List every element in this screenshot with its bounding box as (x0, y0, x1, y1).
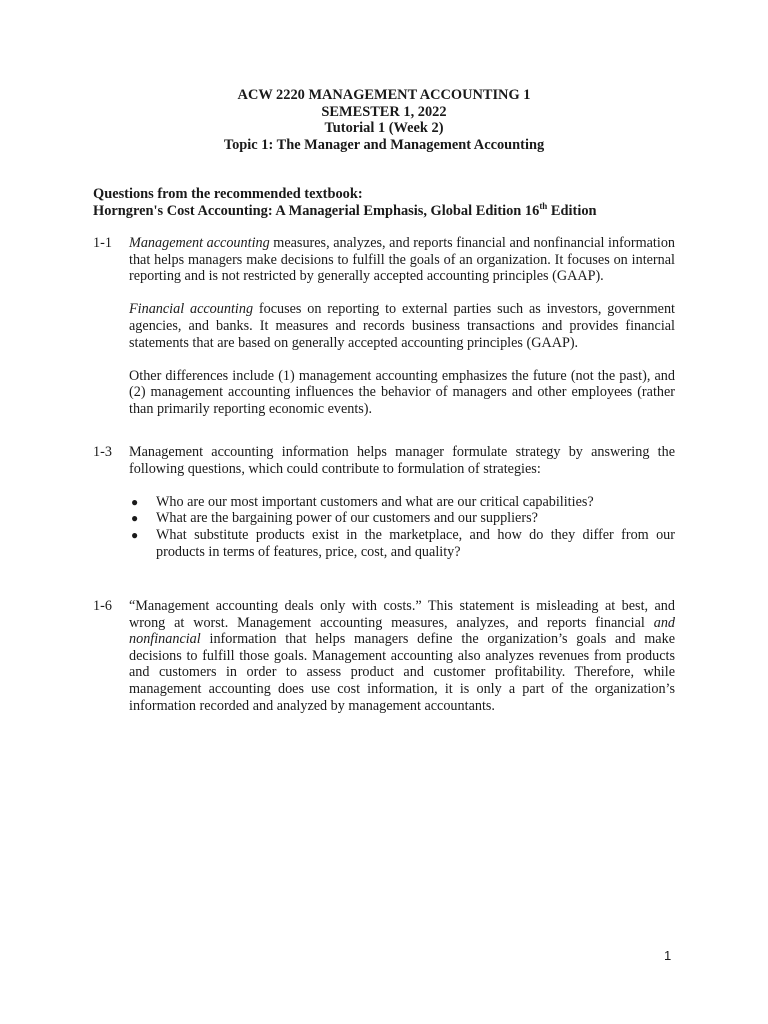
answer-body (129, 598, 675, 714)
question-number: 1-3 (93, 444, 112, 460)
italic-phrase: and nonfinancial (129, 614, 675, 648)
answer-paragraph (129, 598, 675, 714)
semester-line: SEMESTER 1, 2022 (321, 103, 447, 120)
page-number: 1 (664, 948, 672, 963)
list-item-text: What substitute products exist in the marketplace, and how do they differ from our products in terms of features, price, cost, and quality? (156, 526, 675, 560)
document-header (0, 87, 768, 153)
tutorial-line: Tutorial 1 (Week 2) (324, 120, 444, 137)
paragraph-text: focuses on reporting to external parties such as investors, government agencies, and banks. It measures and records business transactions and provides financial statements that are based on generally accepted accounting principles (GAAP). (129, 301, 675, 351)
answer-paragraph (129, 301, 675, 351)
answer-body (129, 235, 675, 418)
bullet-icon: ● (131, 511, 139, 526)
answer-paragraph: Management accounting information helps manager formulate strategy by answering the following questions, which could contribute to formulation of strategies: (129, 444, 675, 477)
question-number: 1-6 (93, 598, 112, 614)
textbook-reference (93, 186, 683, 220)
paragraph-text: information that helps managers define the organization’s goals and make decisions to fulfill those goals. Management accounting also analyzes revenues from products and customers in order to assess product and customer profitability. Therefore, while management accounting does use cost information, it is only a part of the organization’s information recorded and analyzed by management accountants. (129, 631, 675, 714)
list-item (129, 494, 675, 511)
textbook-title-suffix: Edition (547, 203, 597, 219)
list-item (129, 527, 675, 560)
bullet-list (129, 494, 675, 560)
course-title: ACW 2220 MANAGEMENT ACCOUNTING 1 (237, 87, 531, 103)
textbook-title (93, 203, 683, 220)
list-item (129, 510, 675, 527)
italic-term: Management accounting (129, 235, 270, 251)
edition-superscript: th (539, 201, 548, 212)
textbook-title-main: Horngren's Cost Accounting: A Managerial Emphasis, Global Edition 16 (93, 203, 540, 219)
bullet-icon: ● (131, 527, 139, 542)
list-item-text: What are the bargaining power of our customers and our suppliers? (156, 510, 538, 527)
bullet-icon: ● (131, 494, 139, 509)
answer-body (129, 444, 675, 560)
paragraph-text: measures, analyzes, and reports financial and nonfinancial information that helps managers make decisions to fulfill the goals of an organization. It focuses on internal reporting and is not restricted by generally accepted accounting principles (GAAP). (129, 235, 676, 285)
paragraph-text: “Management accounting deals only with costs.” This statement is misleading at best, and wrong at worst. Management accounting measures, analyzes, and reports financial (129, 598, 675, 631)
topic-line: Topic 1: The Manager and Management Accounting (223, 136, 545, 153)
question-number: 1-1 (93, 235, 112, 251)
answer-paragraph (129, 368, 675, 418)
answer-paragraph (129, 235, 675, 285)
list-item-text: Who are our most important customers and what are our critical capabilities? (156, 493, 594, 510)
paragraph-text: Other differences include (1) management accounting emphasizes the future (not the past), and (2) management accounting influences the behavior of managers and other employees (rather than primarily reporting economic events). (129, 367, 675, 417)
textbook-intro: Questions from the recommended textbook: (93, 186, 363, 202)
italic-term: Financial accounting (129, 301, 254, 318)
